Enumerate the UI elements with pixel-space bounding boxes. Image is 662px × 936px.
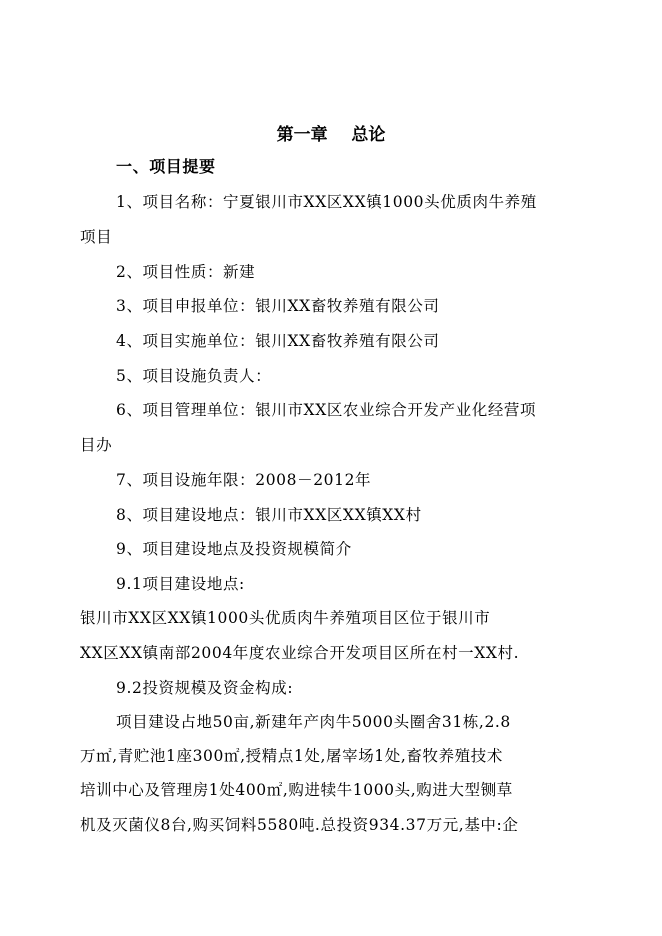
paragraph-9-2-line-3: 培训中心及管理房1处400㎡,购进犊牛1000头,购进大型铡草 [80,781,513,799]
item-applicant: 3、项目申报单位：银川XX畜牧养殖有限公司 [116,297,440,315]
subsection-9-1: 9.1项目建设地点: [116,575,245,593]
item-location-summary: 9、项目建设地点及投资规模简介 [116,540,352,558]
item-management-unit-cont: 目办 [80,436,113,454]
paragraph-9-1-line-2: XX区XX镇南部2004年度农业综合开发项目区所在村一XX村. [80,644,520,662]
item-period: 7、项目设施年限：2008－2012年 [116,471,372,489]
paragraph-9-2-line-2: 万㎡,青贮池1座300㎡,授精点1处,屠宰场1处,畜牧养殖技术 [80,747,503,765]
chapter-title: 第一章 总论 [276,125,386,145]
item-location: 8、项目建设地点：银川市XX区XX镇XX村 [116,506,422,524]
paragraph-9-2-line-1: 项目建设占地50亩,新建年产肉牛5000头圈舍31栋,2.8 [116,713,511,731]
subsection-9-2: 9.2投资规模及资金构成: [116,679,294,697]
paragraph-9-2-line-4: 机及灭菌仪8台,购买饲料5580吨.总投资934.37万元,基中:企 [80,816,519,834]
item-implementer: 4、项目实施单位：银川XX畜牧养殖有限公司 [116,332,440,350]
section-heading: 一、项目提要 [116,157,216,176]
item-management-unit: 6、项目管理单位：银川市XX区农业综合开发产业化经营项 [116,401,537,419]
item-responsible-person: 5、项目设施负责人： [116,367,272,385]
item-project-name-cont: 项目 [80,228,113,246]
item-project-name: 1、项目名称：宁夏银川市XX区XX镇1000头优质肉牛养殖 [116,193,537,211]
item-project-nature: 2、项目性质：新建 [116,263,256,281]
paragraph-9-1-line-1: 银川市XX区XX镇1000头优质肉牛养殖项目区位于银川市 [80,609,491,627]
